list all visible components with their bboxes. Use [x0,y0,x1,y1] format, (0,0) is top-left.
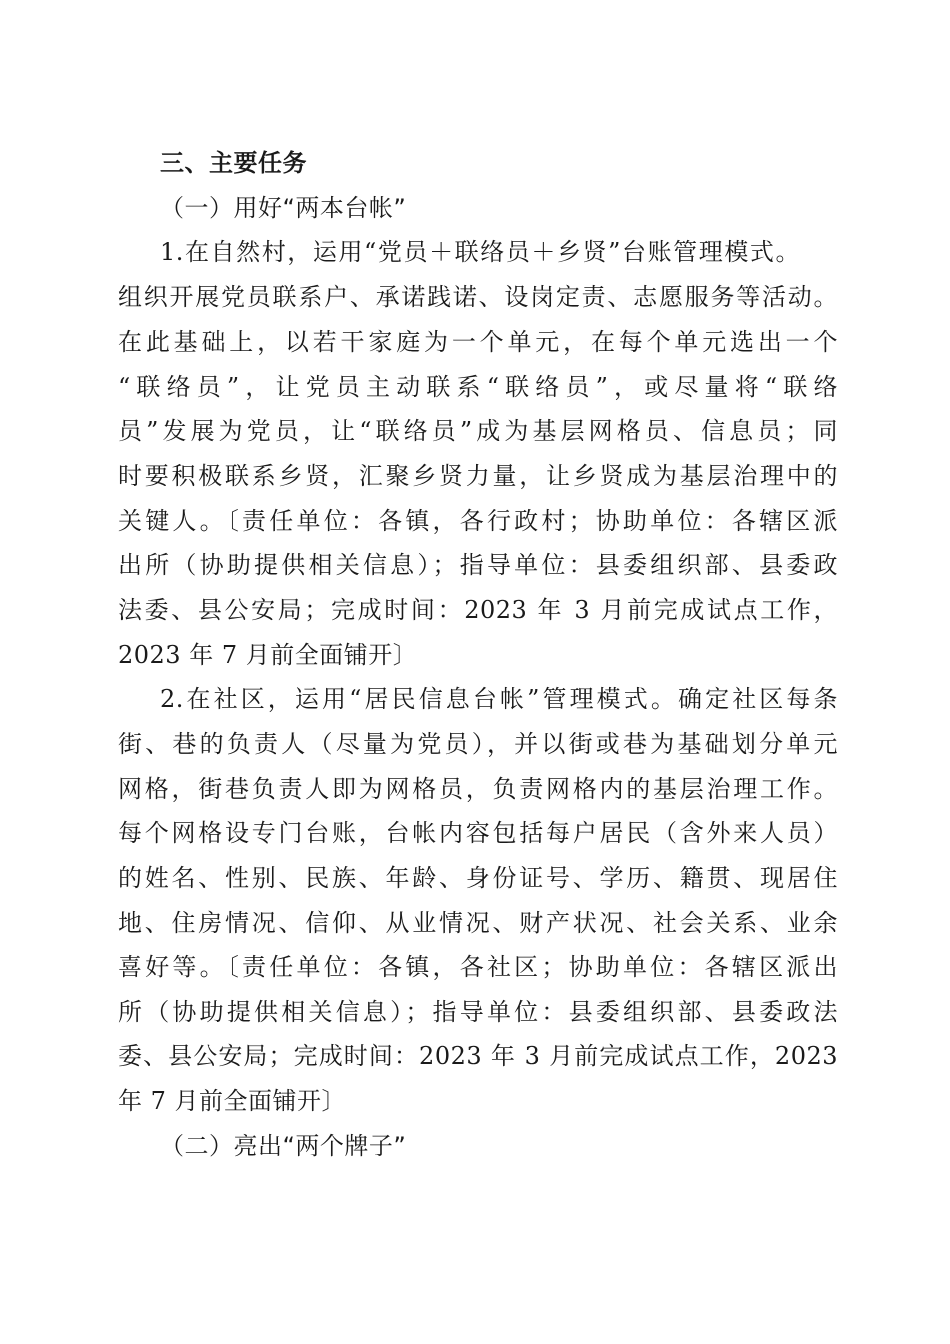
item1-line: 员”发展为党员，让“联络员”成为基层网格员、信息员；同 [118,417,838,445]
item1-line: 关键人。〔责任单位：各镇，各行政村；协助单位：各辖区派 [118,507,838,535]
item1-line: 时要积极联系乡贤，汇聚乡贤力量，让乡贤成为基层治理中的 [118,462,838,490]
item1-line: 法委、县公安局；完成时间：2023 年 3 月前完成试点工作， [118,596,838,624]
item1-line: 2023 年 7 月前全面铺开〕 [118,641,418,669]
item2-line: 年 7 月前全面铺开〕 [118,1087,347,1115]
item1-line: 在此基础上，以若干家庭为一个单元，在每个单元选出一个 [118,328,838,356]
item2-line: 喜好等。〔责任单位：各镇，各社区；协助单位：各辖区派出 [118,953,838,981]
item2-line: 地、住房情况、信仰、从业情况、财产状况、社会关系、业余 [118,909,838,937]
section-heading: 三、主要任务 [160,149,307,177]
item2-line: 网格，街巷负责人即为网格员，负责网格内的基层治理工作。 [118,775,838,803]
item2-line: 所（协助提供相关信息）；指导单位：县委组织部、县委政法 [118,998,838,1026]
item2-line: 2.在社区，运用“居民信息台帐”管理模式。确定社区每条 [160,685,838,713]
item2-line: 委、县公安局；完成时间：2023 年 3 月前完成试点工作，2023 [118,1042,838,1070]
item1-line: 出所（协助提供相关信息）；指导单位：县委组织部、县委政 [118,551,838,579]
item2-line: 每个网格设专门台账，台帐内容包括每户居民（含外来人员） [118,819,838,847]
item2-line: 街、巷的负责人（尽量为党员），并以街或巷为基础划分单元 [118,730,838,758]
item1-line: 组织开展党员联系户、承诺践诺、设岗定责、志愿服务等活动。 [118,283,838,311]
subsection-heading-2: （二）亮出“两个牌子” [160,1132,407,1160]
item1-line: 1.在自然村，运用“党员＋联络员＋乡贤”台账管理模式。 [160,238,800,266]
item2-line: 的姓名、性别、民族、年龄、身份证号、学历、籍贯、现居住 [118,864,838,892]
item1-line: “联络员”，让党员主动联系“联络员”，或尽量将“联络 [118,373,838,401]
subsection-heading-1: （一）用好“两本台帐” [160,194,407,222]
